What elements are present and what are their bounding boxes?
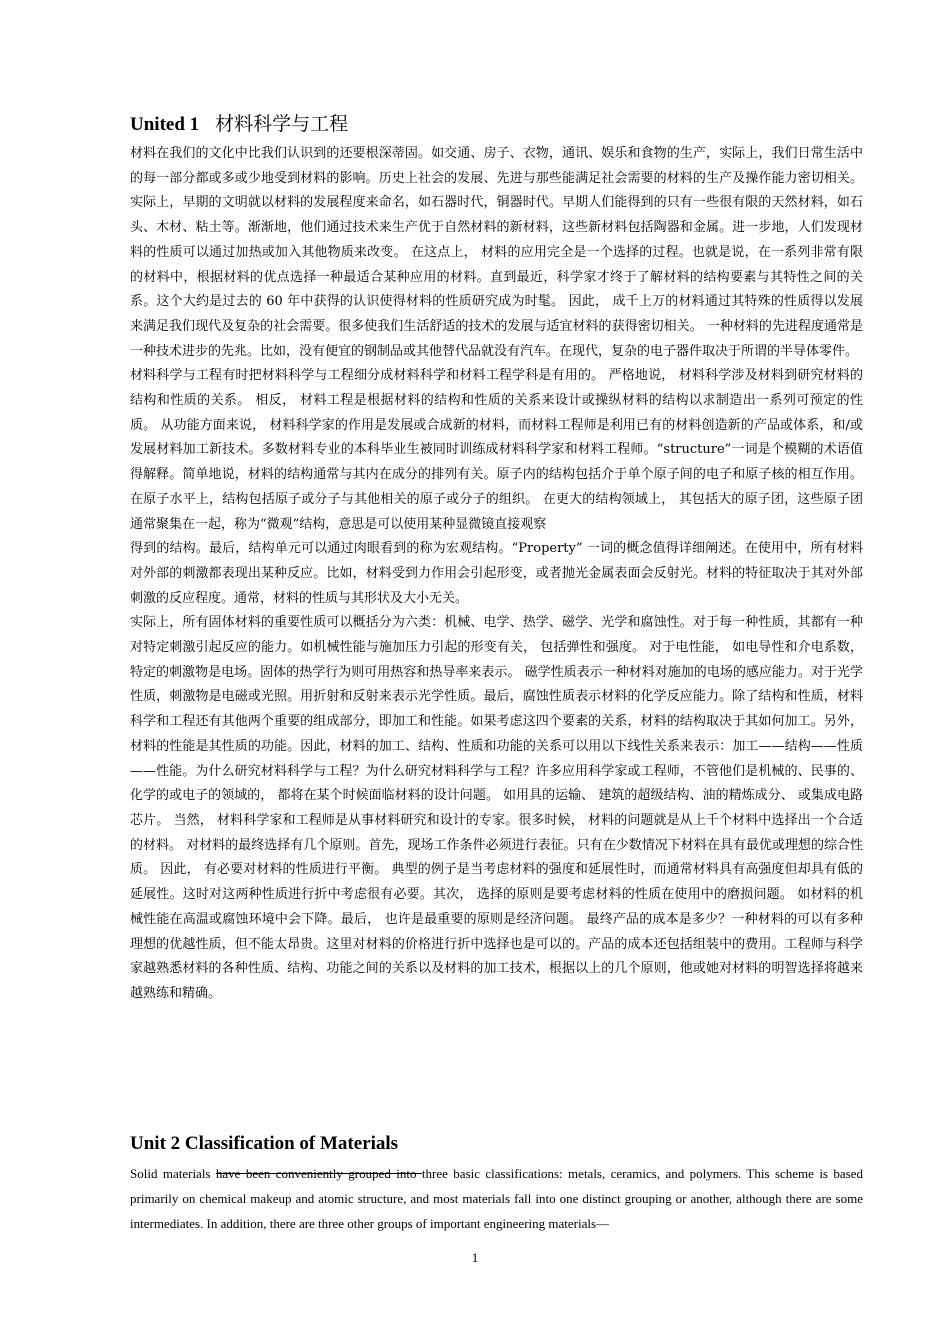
unit1-paragraph-4: 实际上，所有固体材料的重要性质可以概括分为六类：机械、电学、热学、磁学、光学和腐蚀性。对于每一种性质，其都有一种对特定刺激引起反应的能力。如机械性能与施加压力引起的形变有关， 包括弹性和强度。 对于电性能， 如电导性和介电系数， 特定的刺激物是电场。固体的热学行为则可用热容和热导率来表示。 磁学性质表示一种材料对施加的电场的感应能力。对于光学性质，刺激物是电磁或光照。用折射和反射来表示光学性质。最后，腐蚀性质表示材料的化学反应能力。除了结构和性质，材料科学和工程还有其他两个重要的组成部分，即加工和性能。如果考虑这四个要素的关系，材料的结构取决于其如何加工。另外，材料的性能是其性质的功能。因此，材料的加工、结构、性质和功能的关系可以用以下线性关系来表示：加工——结构——性质——性能。为什么研究材料科学与工程？为什么研究材料科学与工程？许多应用科学家或工程师，不管他们是机械的、民事的、化学的或电子的领域的， 都将在某个时候面临材料的设计问题。 如用具的运输、 建筑的超级结构、油的精炼成分、 或集成电路芯片。 当然， 材料科学家和工程师是从事材料研究和设计的专家。很多时候， 材料的问题就是从上千个材料中选择出一个合适的材料。 对材料的最终选择有几个原则。首先，现场工作条件必须进行表征。只有在少数情况下材料在具有最优或理想的综合性质。 因此， 有必要对材料的性质进行平衡。 典型的例子是当考虑材料的强度和延展性时，而通常材料具有高强度但却具有低的延展性。这时对这两种性质进行折中考虑很有必要。其次， 选择的原则是要考虑材料的性质在使用中的磨损问题。 如材料的机械性能在高温或腐蚀环境中会下降。最后， 也许是最重要的原则是经济问题。 最终产品的成本是多少？一种材料的可以有多种理想的优越性质，但不能太昂贵。这里对材料的价格进行折中选择也是可以的。产品的成本还包括组装中的费用。工程师与科学家越熟悉材料的各种性质、结构、功能之间的关系以及材料的加工技术，根据以上的几个原则，他或她对材料的明智选择将越来越熟练和精确。	[130, 615, 863, 1001]
unit2-title: Unit 2 Classification of Materials	[130, 1133, 399, 1154]
unit2-struck-text: have been conveniently grouped into	[215, 1166, 422, 1181]
unit1-title-en: United 1	[130, 114, 200, 135]
page-number: 1	[471, 1250, 479, 1265]
unit2-text-rest: three basic classifications: metals, ceramics, and polymers. This scheme is based primarily on chemical makeup and atomic structure, and most materials fall into one distinct grouping or another, although there are some intermediates. In addition, there are three other groups of important engineering materials—	[130, 1166, 863, 1231]
unit1-title-zh: 材料科学与工程	[215, 113, 349, 135]
unit2-paragraph-1	[130, 1162, 863, 1236]
unit1-paragraph-1: 材料在我们的文化中比我们认识到的还要根深蒂固。如交通、房子、衣物，通讯、娱乐和食物的生产，实际上，我们日常生活中的每一部分都或多或少地受到材料的影响。历史上社会的发展、先进与那些能满足社会需要的材料的生产及操作能力密切相关。实际上，早期的文明就以材料的发展程度来命名，如石器时代，铜器时代。早期人们能得到的只有一些很有限的天然材料，如石头、木材、粘土等。渐渐地，他们通过技术来生产优于自然材料的新材料，这些新材料包括陶器和金属。进一步地，人们发现材料的性质可以通过加热或加入其他物质来改变。 在这点上， 材料的应用完全是一个选择的过程。也就是说，在一系列非常有限的材料中，根据材料的优点选择一种最适合某种应用的材料。直到最近，科学家才终于了解材料的结构要素与其特性之间的关系。这个大约是过去的 60 年中获得的认识使得材料的性质研究成为时髦。 因此， 成千上万的材料通过其特殊的性质得以发展来满足我们现代及复杂的社会需要。很多使我们生活舒适的技术的发展与适宜材料的获得密切相关。 一种材料的先进程度通常是一种技术进步的先兆。比如，没有便宜的钢制品或其他替代品就没有汽车。在现代，复杂的电子器件取决于所谓的半导体零件。	[130, 146, 863, 359]
unit1-paragraph-3: 得到的结构。最后，结构单元可以通过肉眼看到的称为宏观结构。“Property” 一词的概念值得详细阐述。在使用中，所有材料对外部的刺激都表现出某种反应。比如，材料受到力作用会引起形变，或者抛光金属表面会反射光。材料的特征取决于其对外部刺激的反应程度。通常，材料的性质与其形状及大小无关。	[130, 541, 863, 606]
unit1-title	[130, 112, 348, 137]
unit1-paragraph-2: 材料科学与工程有时把材料科学与工程细分成材料科学和材料工程学科是有用的。 严格地说， 材料科学涉及材料到研究材料的结构和性质的关系。 相反， 材料工程是根据材料的结构和性质的关系来设计或操纵材料的结构以求制造出一系列可预定的性质。 从功能方面来说， 材料科学家的作用是发展或合成新的材料，而材料工程师是利用已有的材料创造新的产品或体系，和/或发展材料加工新技术。多数材料专业的本科毕业生被同时训练成材料科学家和材料工程师。“structure”一词是个模糊的术语值得解释。简单地说，材料的结构通常与其内在成分的排列有关。原子内的结构包括介于单个原子间的电子和原子核的相互作用。在原子水平上，结构包括原子或分子与其他相关的原子或分子的组织。 在更大的结构领域上， 其包括大的原子团，这些原子团通常聚集在一起，称为“微观”结构，意思是可以使用某种显微镜直接观察	[130, 368, 863, 532]
unit1-body	[130, 142, 863, 1007]
unit2-body	[130, 1162, 863, 1236]
unit2-text-start: Solid materials	[130, 1166, 216, 1181]
